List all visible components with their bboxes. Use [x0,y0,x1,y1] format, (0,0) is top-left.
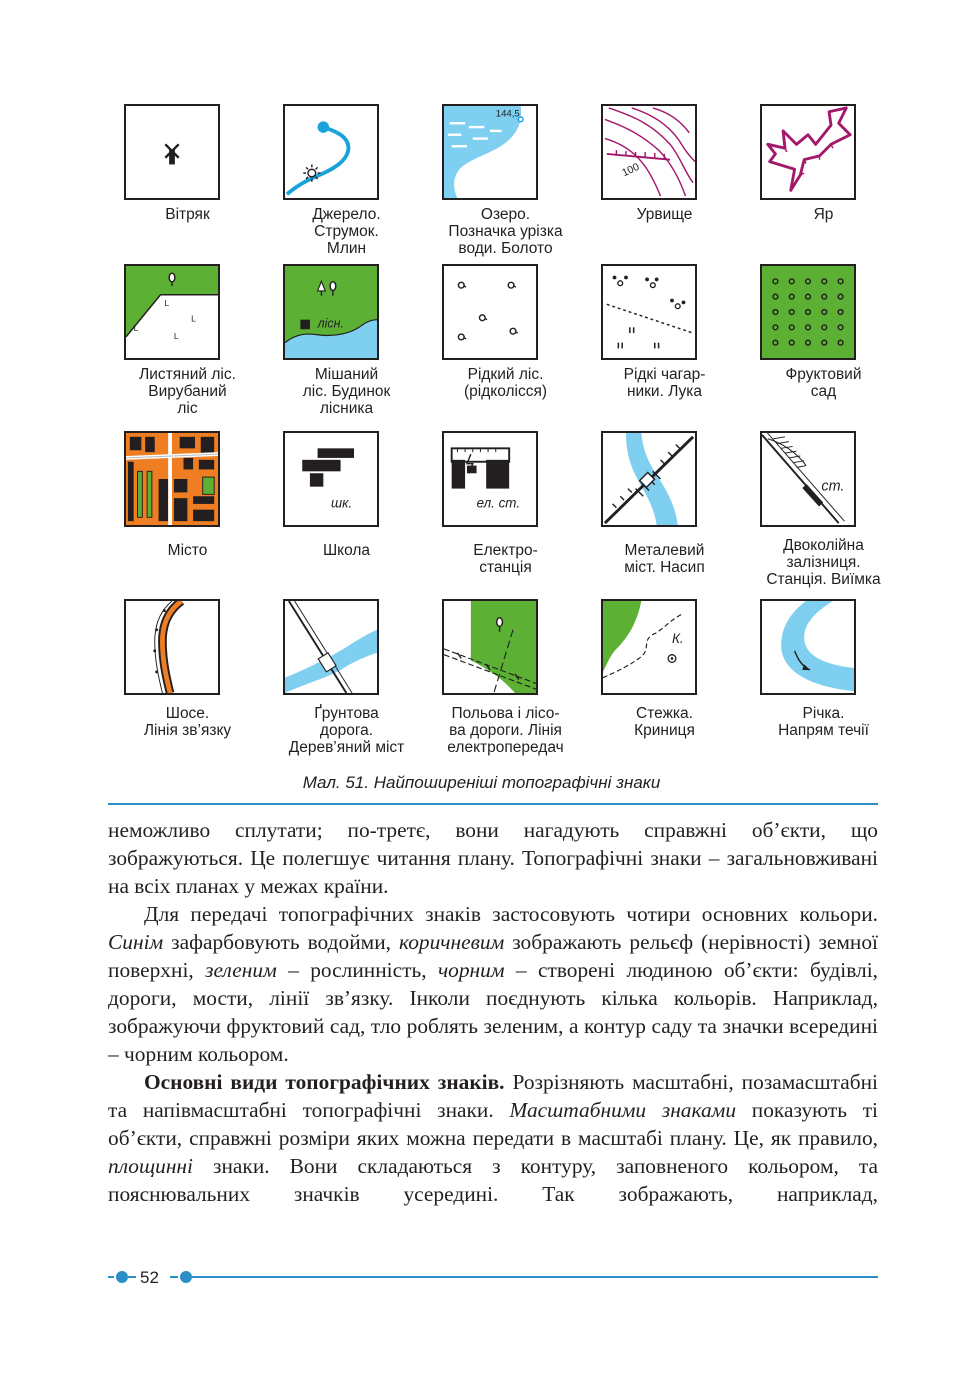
figure-caption: Мал. 51. Найпоширеніші топографічні знаки [302,773,661,792]
paragraph-3: Основні види топографічних знаків. Розрізняють масштабні, позамасштабні та напівмасштабні топографічні знаки. Масштабними знаками показують ті об’єкти, справжні розміри яких можна передати в масштабі плану. Це, як правило, площинні знаки. Вони складаються з контуру, заповненого кольором, та пояснювальних значків усередині. Так зображають, наприклад, [108,1070,878,1206]
dirt-road-wooden-bridge-icon [283,599,379,695]
lake-swamp-icon [442,104,538,200]
footer-ornament [108,1267,878,1291]
divider-line [108,803,878,805]
page-number: 52 [140,1268,159,1287]
symbol-caption: Вітряк [165,206,210,223]
symbol-caption: Джерело. Струмок. Млин [312,206,381,257]
paragraph-1: неможливо сплутати; по-третє, вони нагадують справжні об’єкти, що зображуються. Це полегшує читання плану. Топографічні знаки – загальновживані на всіх планах у межах країни. [108,818,878,898]
symbol-caption: Урвище [636,206,693,223]
contour-label: 100 [620,160,642,180]
school-icon [283,431,379,527]
symbol-caption: Рідкий ліс. (рідколісся) [463,366,548,400]
field-road-power-line-icon [442,599,538,695]
symbol-caption: Електро- станція [473,542,538,576]
page-footer [108,1267,878,1291]
svg-text:L: L [191,313,196,324]
station-label: ст. [821,478,845,495]
symbol-caption: Яр [813,206,834,223]
body-text [108,816,878,1208]
symbol-caption: Місто [167,542,208,559]
symbol-caption: Річка. Напрям течії [778,705,869,739]
symbol-caption: Двоколійна залізниця. Станція. Виїмка [766,537,881,588]
symbol-caption: Стежка. Криниця [634,705,695,739]
deciduous-forest-icon [124,264,220,360]
forester-label: лісн. [317,316,344,331]
power-station-label: ел. ст. [476,495,521,511]
highway-icon [124,599,220,695]
windmill-icon [124,104,220,200]
ravine-icon [760,104,856,200]
path-well-icon [601,599,697,695]
symbol-caption: Ґрунтова дорога. Дерев’яний міст [288,705,405,756]
spring-stream-mill-icon [283,104,379,200]
metal-bridge-icon [601,431,697,527]
symbol-caption: Рідкі чагар- ники. Лука [623,366,706,400]
paragraph-2: Для передачі топографічних знаків застосовують чотири основних кольори. Синім зафарбовують водойми, коричневим зображають рельєф (нерівності) земної поверхні, зеленим – рослинність, чорним – створені людиною об’єкти: будівлі, дороги, мости, лінії зв’язку. Інколи поєднують кілька кольорів. Наприклад, зображуючи фруктовий сад, тло роблять зеленим, а контур саду та значки всередині – чорним кольором. [108,902,879,1066]
symbol-caption: Фруктовий сад [785,366,862,400]
symbol-caption: Озеро. Позначка урізка води. Болото [448,206,563,257]
svg-text:L: L [173,330,179,341]
cliff-icon [601,104,697,200]
river-flow-icon [760,599,856,695]
well-label: К. [672,631,684,647]
svg-text:L: L [133,323,139,334]
symbol-caption: Польова і лісо- ва дороги. Лінія електропередач [447,705,564,756]
city-icon [124,431,220,527]
power-station-icon [442,431,538,527]
mixed-forest-icon [283,264,379,360]
svg-text:L: L [164,298,170,309]
shrubs-meadow-icon [601,264,697,360]
symbol-caption: Мішаний ліс. Будинок лісника [302,366,391,417]
symbol-caption: Листяний ліс. Вирубаний ліс [139,366,236,417]
school-label: шк. [331,495,353,511]
orchard-icon [760,264,856,360]
section-heading: Основні види топографічних знаків. [144,1070,505,1094]
sparse-forest-icon [442,264,538,360]
double-track-railway-icon [760,431,856,527]
elevation-mark: 144,5 [495,108,520,120]
symbol-caption: Школа [322,542,371,559]
symbol-caption: Шосе. Лінія зв’язку [143,705,232,739]
symbol-caption: Металевий міст. Насип [624,542,705,576]
